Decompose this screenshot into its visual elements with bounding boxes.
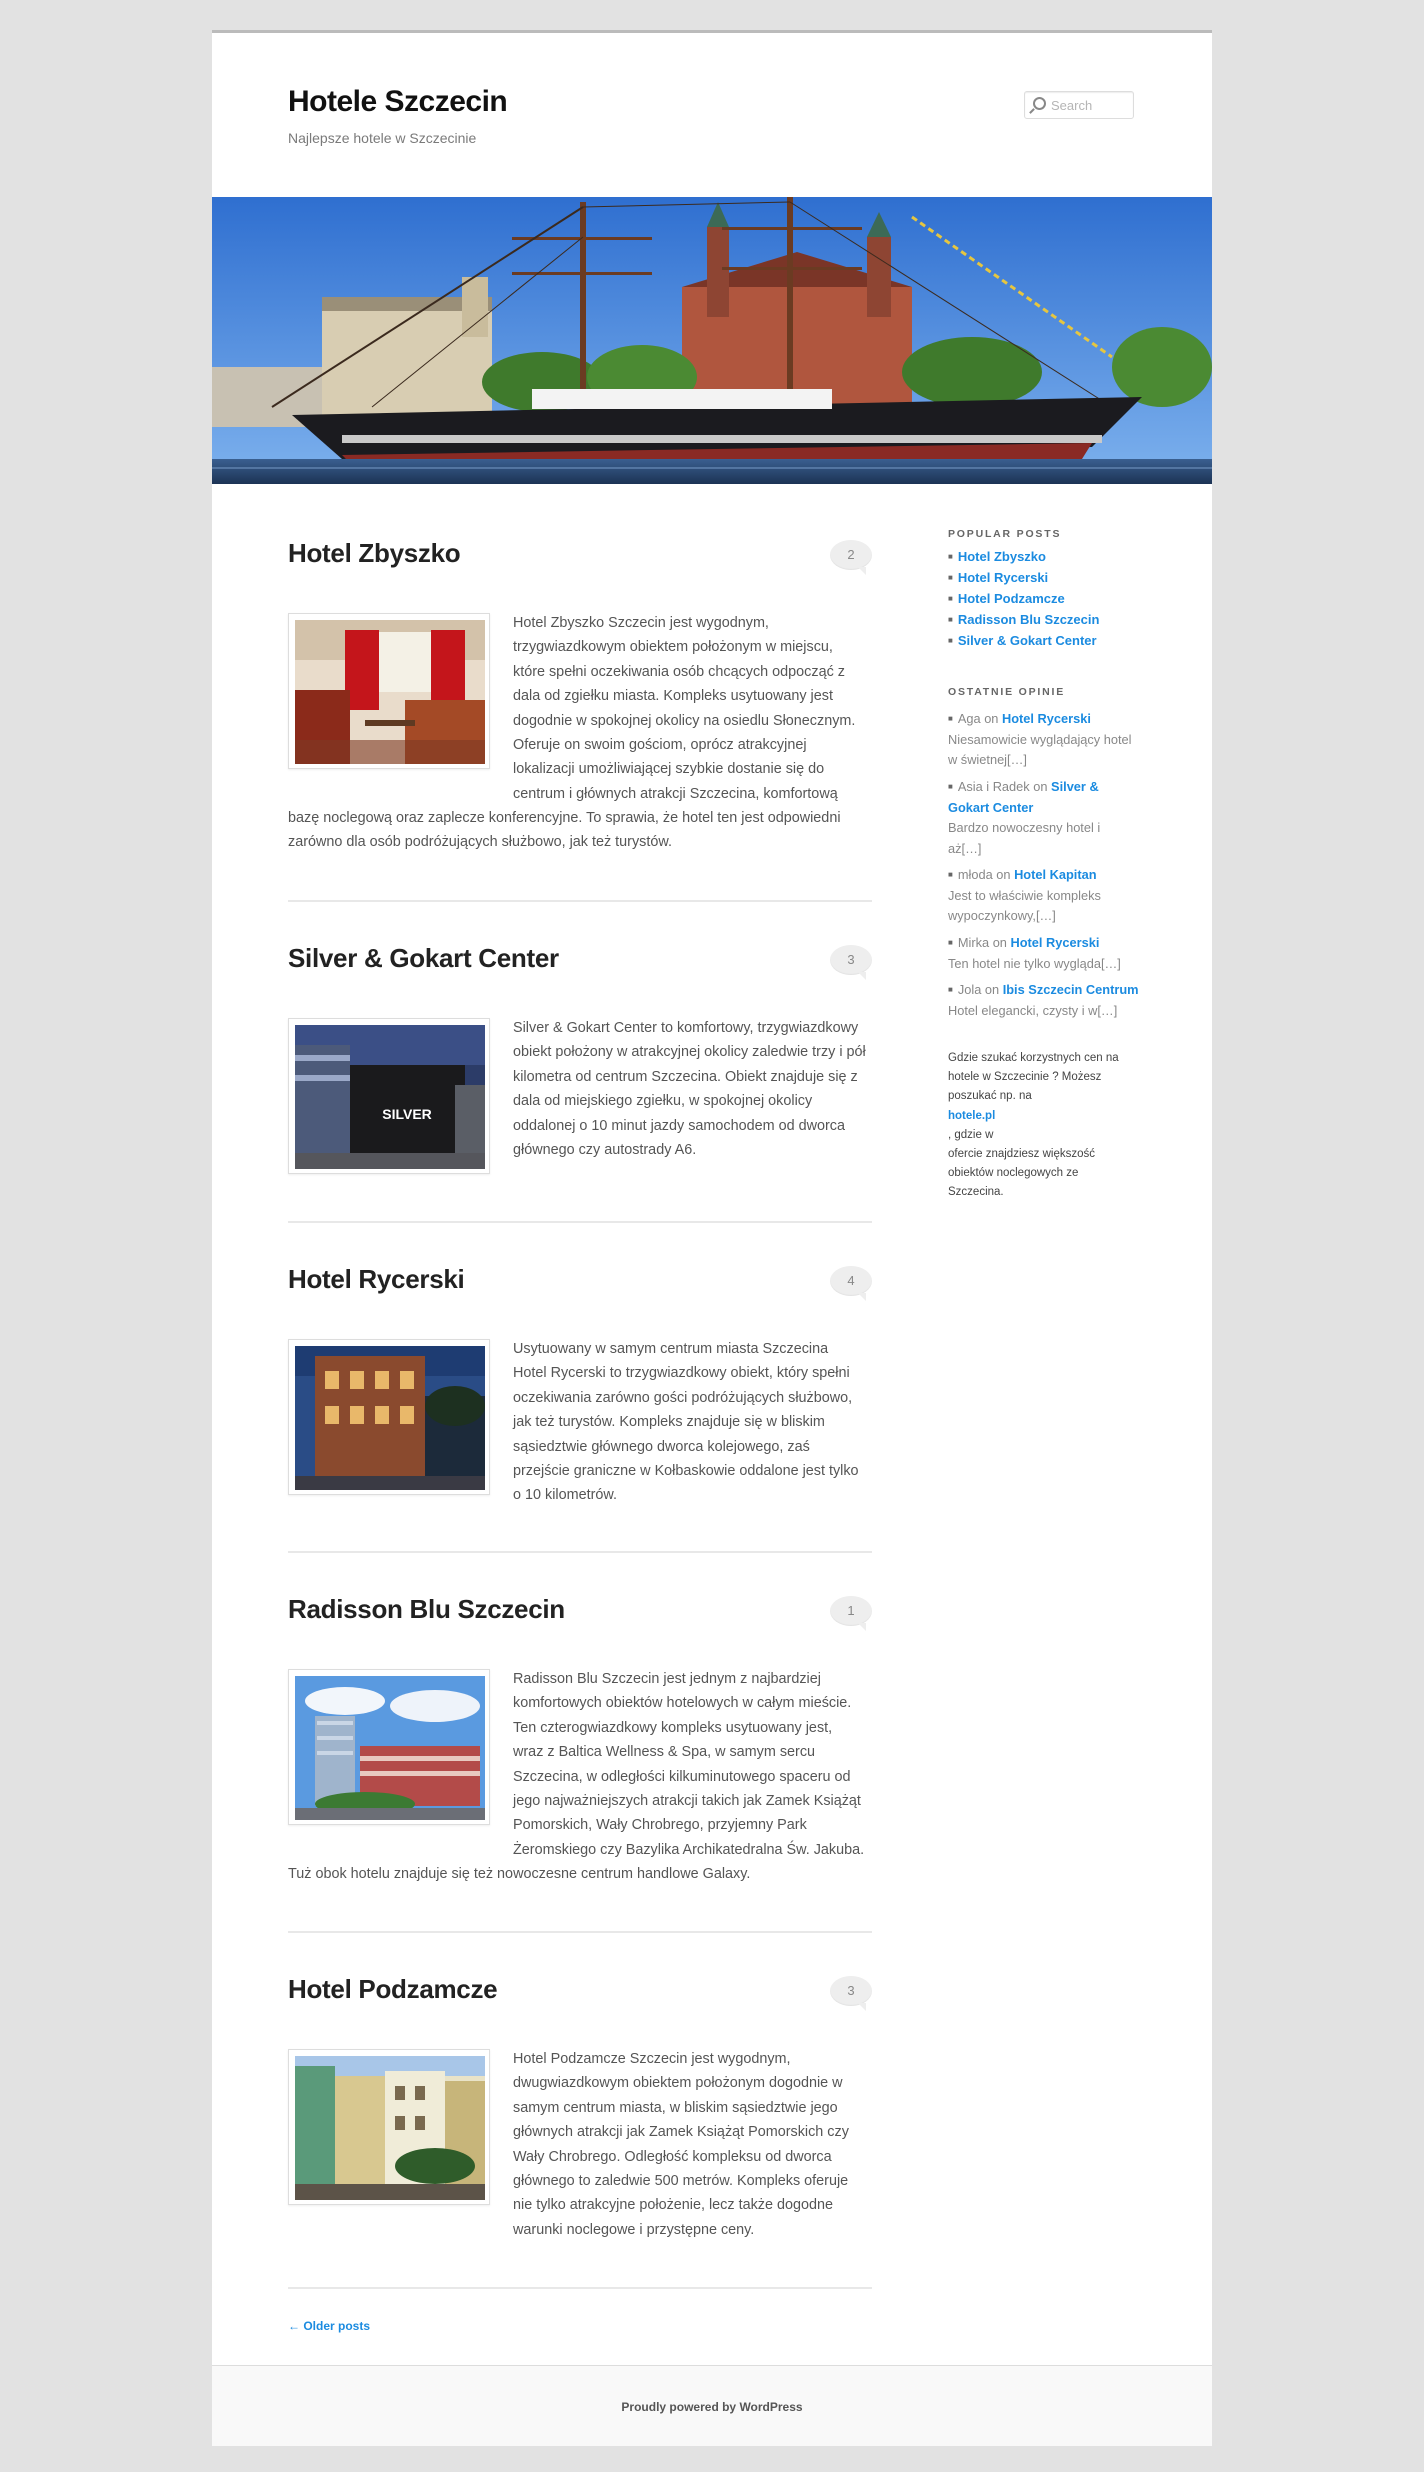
popular-posts-title: POPULAR POSTS — [948, 528, 1062, 540]
post-separator — [288, 1931, 872, 1933]
excerpt-line: oczekiwania zarówno gości podróżujących służbowo, — [513, 1389, 853, 1406]
excerpt-line: kilometra od centrum Szczecina. Obiekt znajduje się z — [513, 1068, 858, 1085]
excerpt-line: trzygwiazdkowym obiektem położonym w miejscu, — [513, 639, 833, 656]
excerpt-line: sąsiedztwie głównego dworca kolejowego, zaś — [513, 1438, 810, 1455]
promo-line: obiektów noclegowych ze — [948, 1167, 1079, 1180]
bullet-icon: ■ — [948, 985, 953, 994]
promo-line: ofercie znajdziesz większość — [948, 1148, 1096, 1161]
excerpt-line: jego najważniejszych atrakcji takich jak Zamek Książąt — [513, 1793, 861, 1810]
post-title[interactable]: Silver & Gokart Center — [288, 943, 559, 973]
excerpt-line: wraz z Baltica Wellness & Spa, w samym sercu — [513, 1744, 816, 1761]
post-separator — [288, 1221, 872, 1223]
recent-comment — [948, 933, 1121, 974]
comment-on: on — [996, 867, 1011, 882]
excerpt-line: Ten czterogwiazdkowy kompleks usytuowany jest, — [513, 1719, 833, 1736]
post-excerpt — [513, 1016, 866, 1162]
post-excerpt-continued — [288, 1862, 750, 1886]
comment-author: Aga — [957, 711, 981, 726]
excerpt-line: dwugwiazdkowym obiektem położonym dogodnie w — [513, 2075, 843, 2092]
excerpt-line: Silver & Gokart Center to komfortowy, trzygwiazdkowy — [513, 1020, 859, 1036]
popular-posts-list — [948, 549, 1099, 654]
excerpt-line: oddalonej o 10 minut jazdy samochodem od dworca — [513, 1117, 845, 1134]
site-description: Najlepsze hotele w Szczecinie — [288, 130, 477, 146]
promo-link[interactable]: hotele.pl — [948, 1109, 996, 1122]
comment-excerpt: Bardzo nowoczesny hotel i — [948, 820, 1101, 835]
comment-post-link[interactable]: Hotel Rycerski — [1001, 711, 1091, 726]
recent-comments-title: OSTATNIE OPINIE — [948, 686, 1066, 698]
comment-on: on — [1033, 779, 1048, 794]
promo-text — [948, 1049, 1119, 1203]
excerpt-line: lokalizacji umożliwiającej szybkie dostanie się do — [513, 761, 825, 778]
post-excerpt-continued — [288, 806, 841, 855]
post-separator — [288, 1551, 872, 1553]
excerpt-line: Wały Chrobrego. Odległość kompleksu od dworca — [513, 2148, 832, 2165]
ship-harbor-image — [212, 197, 1212, 484]
post-thumbnail[interactable] — [288, 613, 490, 769]
excerpt-line: Hotel Podzamcze Szczecin jest wygodnym, — [513, 2051, 791, 2067]
excerpt-line: samym centrum miasta, w bliskim sąsiedztwie jego — [513, 2099, 838, 2116]
bullet-icon: ■ — [948, 870, 953, 879]
post-thumbnail[interactable] — [288, 2049, 490, 2205]
comment-excerpt: wypoczynkowy,[…] — [948, 908, 1056, 923]
comment-author: Jola — [957, 982, 982, 997]
comment-excerpt: Hotel elegancki, czysty i w[…] — [948, 1002, 1118, 1018]
comment-count-bubble[interactable]: 3 — [830, 1976, 872, 2006]
excerpt-line: obiekt położony w atrakcyjnej okolicy zaledwie trzy i pół — [513, 1044, 866, 1061]
comment-author: młoda — [957, 867, 993, 882]
promo-line-text: , gdzie w — [948, 1128, 994, 1141]
excerpt-line: bazę noclegową oraz zaplecze konferencyjne. To sprawia, że hotel ten jest odpowiedni — [288, 810, 841, 826]
excerpt-line: o 10 kilometrów. — [513, 1487, 617, 1504]
post-thumbnail[interactable] — [288, 1018, 490, 1174]
recent-comment — [948, 709, 1132, 771]
bullet-icon: ■ — [948, 938, 953, 947]
excerpt-line: Hotel Zbyszko Szczecin jest wygodnym, — [513, 615, 769, 631]
search-input[interactable] — [1051, 97, 1131, 113]
comment-excerpt: Ten hotel nie tylko wygląda[…] — [948, 955, 1121, 971]
excerpt-line: dala od miejskiego zgiełku, w spokojnej okolicy — [513, 1093, 813, 1110]
post-thumbnail[interactable] — [288, 1339, 490, 1495]
comment-author: Mirka — [957, 935, 990, 950]
recent-comment — [948, 865, 1101, 927]
comment-count-bubble[interactable]: 1 — [830, 1596, 872, 1626]
site-title[interactable]: Hotele Szczecin — [288, 85, 508, 118]
post-title[interactable]: Hotel Rycerski — [288, 1264, 465, 1294]
footer-credit-link[interactable]: Proudly powered by WordPress — [621, 2400, 803, 2414]
popular-post-link[interactable]: ■ Silver & Gokart Center — [948, 633, 1099, 654]
comment-count-bubble[interactable]: 2 — [830, 540, 872, 570]
comment-count-bubble[interactable]: 4 — [830, 1266, 872, 1296]
post-separator — [288, 900, 872, 902]
excerpt-line: zarówno dla osób podróżujących służbowo, jak też turystów. — [288, 834, 672, 851]
excerpt-line: nie tylko atrakcyjne położenie, lecz także dogodne — [513, 2197, 833, 2214]
popular-post-link[interactable]: ■ Radisson Blu Szczecin — [948, 612, 1099, 633]
city-skyline-photo-icon — [295, 1676, 485, 1820]
bullet-icon: ■ — [948, 782, 953, 791]
promo-line: Gdzie szukać korzystnych cen na — [948, 1052, 1119, 1064]
excerpt-line: głównego czy autostrady A6. — [513, 1142, 697, 1159]
post-excerpt — [513, 2047, 849, 2242]
excerpt-line: warunki noclegowe i przystępne ceny. — [513, 2221, 755, 2238]
excerpt-line: Żeromskiego czy Bazylika Archikatedralna Św. Jakuba. — [513, 1841, 865, 1858]
excerpt-line: głównych atrakcji jak Zamek Książąt Pomorskich czy — [513, 2124, 849, 2141]
post-excerpt — [513, 611, 855, 806]
excerpt-line: Hotel Rycerski to trzygwiazdkowy obiekt, który spełni — [513, 1365, 850, 1382]
excerpt-line: komfortowych obiektów hotelowych w całym mieście. — [513, 1695, 852, 1712]
post-thumbnail[interactable] — [288, 1669, 490, 1825]
excerpt-line: dala od zgiełku miasta. Kompleks usytuowany jest — [513, 688, 833, 705]
older-posts-link[interactable]: ← Older posts — [288, 2319, 371, 2333]
comment-on: on — [992, 935, 1007, 950]
promo-line — [948, 1087, 1119, 1145]
post-excerpt — [513, 1337, 859, 1508]
excerpt-line: które spełni oczekiwania osób chcących odpocząć z — [513, 663, 845, 680]
hotel-room-photo-icon — [295, 620, 485, 764]
promo-line: hotele w Szczecinie ? Możesz — [948, 1071, 1102, 1084]
post-title[interactable]: Hotel Podzamcze — [288, 1974, 498, 2004]
post-title[interactable]: Hotel Zbyszko — [288, 538, 461, 568]
page-container — [212, 30, 1212, 2442]
recent-comment — [948, 980, 1139, 1021]
promo-line: Szczecina. — [948, 1186, 1004, 1199]
svg-text:SILVER: SILVER — [382, 1106, 432, 1122]
comment-post-link[interactable]: Hotel Kapitan — [1014, 867, 1097, 882]
excerpt-line: Szczecina, w odległości kilkuminutowego spaceru od — [513, 1768, 851, 1785]
excerpt-line: Radisson Blu Szczecin jest jednym z najbardziej — [513, 1671, 821, 1687]
search-icon — [1033, 97, 1046, 110]
comment-count-bubble[interactable]: 3 — [830, 945, 872, 975]
header-image[interactable] — [212, 197, 1212, 484]
hotel-facade-photo-icon — [295, 1346, 485, 1490]
excerpt-line: przejście graniczne w Kołbaskowie oddalone jest tylko — [513, 1463, 859, 1480]
recent-comment — [948, 777, 1100, 859]
comment-post-link[interactable]: Ibis Szczecin Centrum — [1002, 982, 1139, 997]
post-excerpt — [513, 1667, 864, 1862]
post-title[interactable]: Radisson Blu Szczecin — [288, 1594, 565, 1624]
excerpt-line: dogodnie w spokojnej okolicy na osiedlu Słonecznym. — [513, 712, 856, 729]
excerpt-line: Pomorskich, Wały Chrobrego, przyjemny Park — [513, 1817, 807, 1834]
excerpt-line: Usytuowany w samym centrum miasta Szczecina — [513, 1341, 829, 1357]
popular-post-link[interactable]: ■ Hotel Podzamcze — [948, 591, 1099, 612]
comment-excerpt: w świetnej[…] — [948, 752, 1027, 767]
excerpt-line: jak też turystów. Kompleks znajduje się w bliskim — [513, 1414, 825, 1431]
comment-excerpt: Jest to właściwie kompleks — [948, 887, 1101, 903]
comment-author: Asia i Radek — [957, 779, 1030, 794]
excerpt-line: głównego to zaledwie 500 metrów. Kompleks oferuje — [513, 2173, 849, 2190]
popular-post-link[interactable]: ■ Hotel Zbyszko — [948, 549, 1099, 570]
post-separator — [288, 2287, 872, 2289]
comment-post-link[interactable]: Gokart Center — [948, 799, 1034, 815]
comment-post-link[interactable]: Silver & — [1051, 779, 1099, 794]
search-box[interactable] — [1024, 91, 1134, 119]
silver-building-photo-icon — [295, 1025, 485, 1169]
footer — [212, 2365, 1212, 2446]
bullet-icon: ■ — [948, 714, 953, 723]
comment-excerpt: Niesamowicie wyglądający hotel — [948, 731, 1132, 747]
excerpt-line: centrum i głównych atrakcji Szczecina, komfortową — [513, 785, 838, 802]
comment-on: on — [984, 711, 999, 726]
promo-line-text: poszukać np. na — [948, 1090, 1032, 1103]
excerpt-line: Oferuje on swoim gościom, oprócz atrakcyjnej — [513, 737, 807, 754]
comment-on: on — [984, 982, 1000, 997]
comment-excerpt: aż[…] — [948, 840, 982, 856]
popular-post-link[interactable]: ■ Hotel Rycerski — [948, 570, 1099, 591]
old-town-street-photo-icon — [295, 2056, 485, 2200]
excerpt-line: Tuż obok hotelu znajduje się też nowoczesne centrum handlowe Galaxy. — [288, 1866, 751, 1882]
comment-post-link[interactable]: Hotel Rycerski — [1010, 935, 1100, 950]
